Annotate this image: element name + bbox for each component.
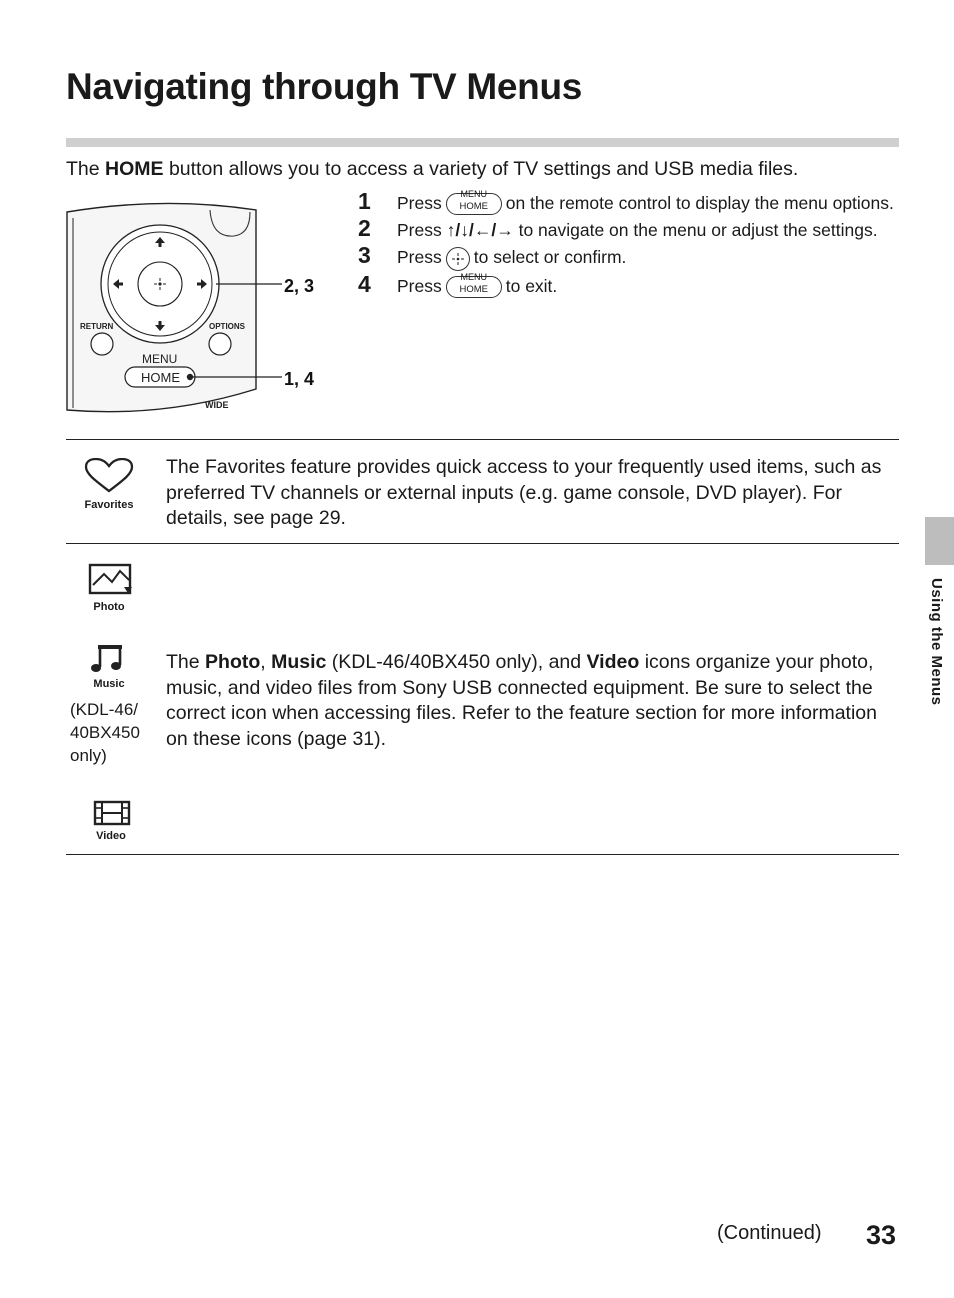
heart-icon — [76, 458, 142, 494]
menu-home-button-icon: MENU HOME — [446, 193, 502, 215]
section-tab — [925, 517, 954, 565]
callout-1-4: 1, 4 — [284, 369, 315, 389]
favorites-icon-block — [76, 458, 142, 511]
page-number: 33 — [866, 1220, 897, 1250]
return-label: RETURN — [80, 322, 114, 331]
music-note-icon — [76, 643, 142, 675]
menu-home-button-icon: MENU HOME — [446, 276, 502, 298]
wide-label: WIDE — [205, 400, 229, 410]
remote-illustration — [64, 196, 334, 418]
enter-button-icon — [446, 247, 470, 271]
page-title: Navigating through TV Menus — [66, 66, 583, 107]
photo-icon-block — [76, 563, 142, 613]
steps-list — [358, 188, 898, 302]
video-icon-block — [78, 800, 144, 842]
music-model-note: (KDL-46/ 40BX450 only) — [70, 700, 140, 765]
favorites-label: Favorites — [84, 499, 134, 511]
options-label: OPTIONS — [209, 322, 246, 331]
menu-label: MENU — [142, 352, 178, 366]
arrow-keys-icon: ↑/↓/←/→ — [446, 220, 514, 241]
media-text: The Photo, Music (KDL-46/40BX450 only), and Video icons organize your photo, music, and video files from Sony USB connected equipment. Be sure to select the correct icon when accessing files. Refer to the feature section for more information on these icons (page 31). — [166, 651, 877, 750]
step-3: 3 Press to select or confirm. — [358, 246, 898, 270]
divider — [66, 439, 899, 440]
film-strip-icon — [78, 800, 144, 826]
title-rule — [66, 138, 899, 147]
home-label: HOME — [141, 370, 180, 385]
photo-label: Photo — [93, 601, 125, 613]
divider — [66, 543, 899, 544]
continued-label: (Continued) — [717, 1222, 822, 1244]
step-4: 4 Press MENU HOME to exit. — [358, 270, 558, 297]
music-label: Music — [93, 678, 125, 690]
divider — [66, 854, 899, 855]
step-2: 2 Press ↑/↓/←/→ to navigate on the menu or adjust the settings. — [358, 215, 878, 242]
video-label: Video — [96, 830, 126, 842]
favorites-text: The Favorites feature provides quick access to your frequently used items, such as preferred TV channels or external inputs (e.g. game console, DVD player). For details, see page 29. — [166, 456, 882, 529]
photo-icon — [76, 563, 142, 597]
step-1: 1 Press MENU HOME on the remote control to display the menu options. — [358, 188, 894, 214]
intro-text: The HOME button allows you to access a variety of TV settings and USB media files. — [66, 158, 799, 180]
music-icon-block — [76, 643, 142, 690]
section-tab-label: Using the Menus — [928, 578, 945, 706]
callout-2-3: 2, 3 — [284, 276, 315, 296]
